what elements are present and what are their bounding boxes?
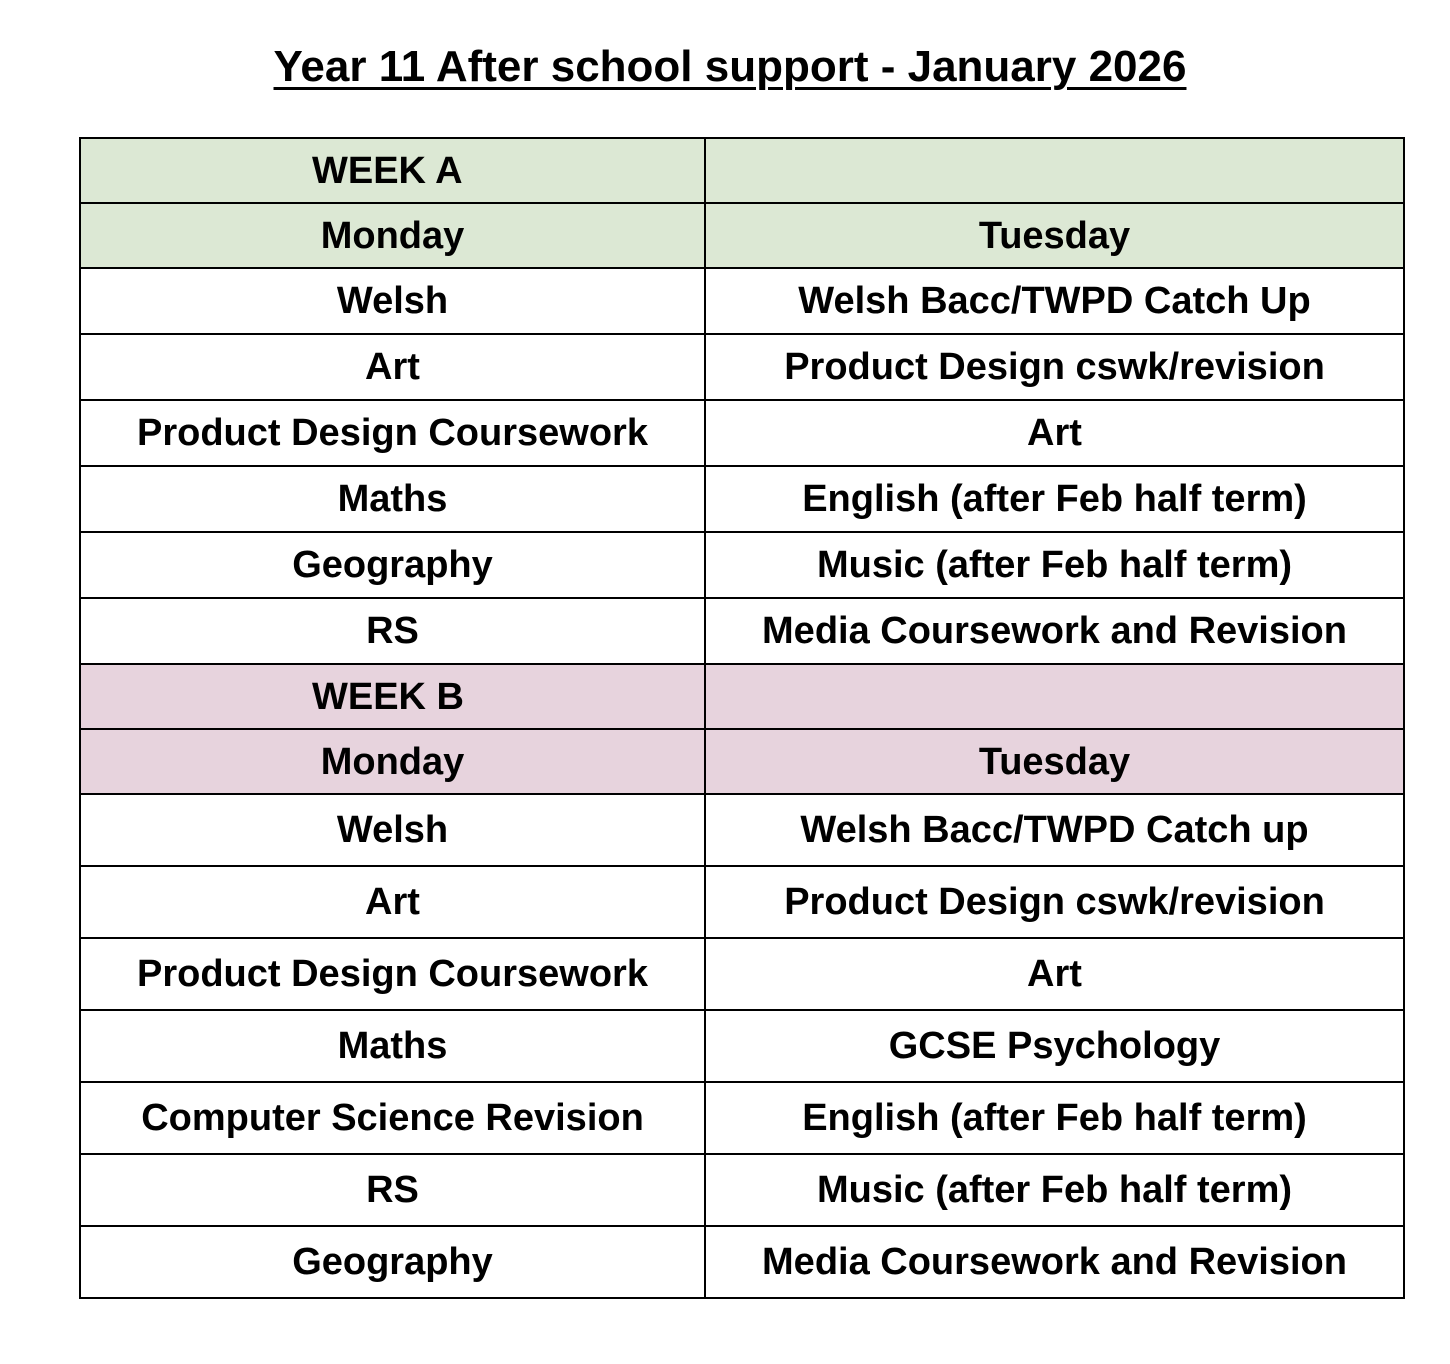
page-title: Year 11 After school support - January 2026 (273, 42, 1187, 91)
week-a-monday-cell: Product Design Coursework (80, 400, 705, 466)
week-a-monday-header: Monday (80, 203, 705, 268)
table-row (80, 268, 1404, 334)
week-b-tuesday-header: Tuesday (705, 729, 1404, 794)
week-a-label: WEEK A (80, 138, 705, 203)
table-row (80, 866, 1404, 938)
table-row (80, 334, 1404, 400)
week-b-label-empty-cell (705, 664, 1404, 729)
table-row (80, 1226, 1404, 1298)
week-b-monday-cell: Product Design Coursework (80, 938, 705, 1010)
week-b-monday-cell: Art (80, 866, 705, 938)
week-b-tuesday-cell: Art (705, 938, 1404, 1010)
week-b-monday-cell: Computer Science Revision (80, 1082, 705, 1154)
week-a-tuesday-cell: English (after Feb half term) (705, 466, 1404, 532)
week-a-tuesday-cell: Welsh Bacc/TWPD Catch Up (705, 268, 1404, 334)
week-a-monday-cell: Art (80, 334, 705, 400)
week-a-tuesday-cell: Product Design cswk/revision (705, 334, 1404, 400)
week-a-tuesday-cell: Media Coursework and Revision (705, 598, 1404, 664)
week-a-day-header-row (80, 203, 1404, 268)
week-b-tuesday-cell: Product Design cswk/revision (705, 866, 1404, 938)
week-b-tuesday-cell: Welsh Bacc/TWPD Catch up (705, 794, 1404, 866)
table-row (80, 466, 1404, 532)
week-a-monday-cell: Welsh (80, 268, 705, 334)
table-row (80, 794, 1404, 866)
table-row (80, 1154, 1404, 1226)
week-a-monday-cell: Maths (80, 466, 705, 532)
week-a-tuesday-cell: Art (705, 400, 1404, 466)
week-b-day-header-row (80, 729, 1404, 794)
table-row (80, 1082, 1404, 1154)
week-a-monday-cell: RS (80, 598, 705, 664)
week-b-monday-cell: RS (80, 1154, 705, 1226)
table-row (80, 532, 1404, 598)
week-b-label-row (80, 664, 1404, 729)
week-a-label-row (80, 138, 1404, 203)
week-b-monday-header: Monday (80, 729, 705, 794)
week-a-label-empty-cell (705, 138, 1404, 203)
week-a-tuesday-header: Tuesday (705, 203, 1404, 268)
week-b-monday-cell: Welsh (80, 794, 705, 866)
week-b-tuesday-cell: GCSE Psychology (705, 1010, 1404, 1082)
week-a-monday-cell: Geography (80, 532, 705, 598)
week-b-monday-cell: Maths (80, 1010, 705, 1082)
week-b-tuesday-cell: Media Coursework and Revision (705, 1226, 1404, 1298)
table-row (80, 1010, 1404, 1082)
table-row (80, 938, 1404, 1010)
week-b-tuesday-cell: Music (after Feb half term) (705, 1154, 1404, 1226)
table-row (80, 598, 1404, 664)
week-b-tuesday-cell: English (after Feb half term) (705, 1082, 1404, 1154)
schedule-table (79, 137, 1405, 1299)
week-b-label: WEEK B (80, 664, 705, 729)
week-a-tuesday-cell: Music (after Feb half term) (705, 532, 1404, 598)
table-row (80, 400, 1404, 466)
week-b-monday-cell: Geography (80, 1226, 705, 1298)
